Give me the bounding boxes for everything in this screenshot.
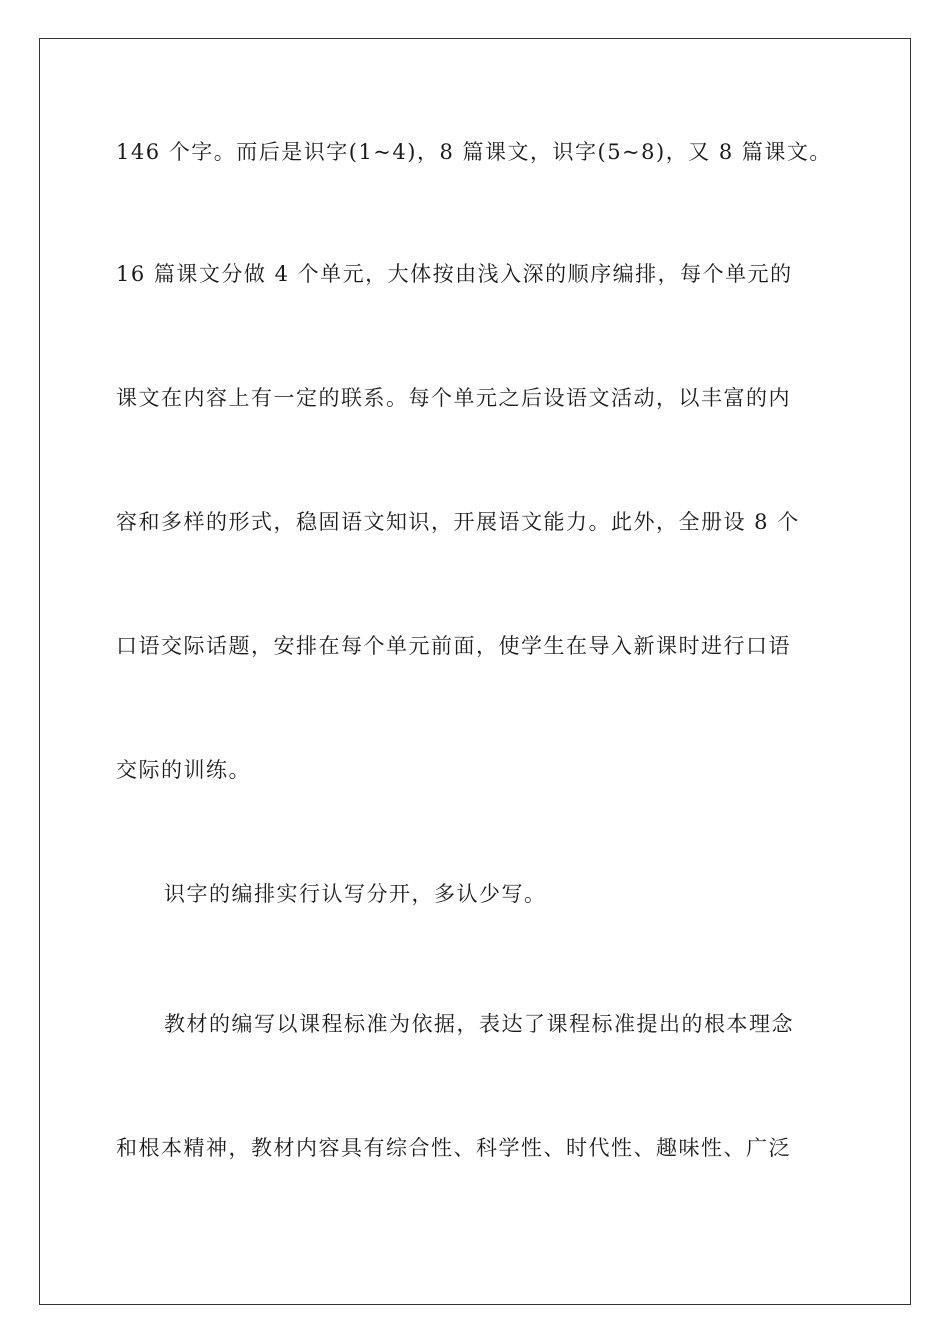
page-border <box>39 38 911 1305</box>
text-line-9: 和根本精神，教材内容具有综合性、科学性、时代性、趣味性、广泛 <box>116 1136 791 1160</box>
text-line-1: 146 个字。而后是识字(1~4)，8 篇课文，识字(5~8)，又 8 篇课文。 <box>116 140 832 164</box>
text-line-4: 容和多样的形式，稳固语文知识，开展语文能力。此外，全册设 8 个 <box>116 510 800 534</box>
text-line-6: 交际的训练。 <box>116 758 251 782</box>
text-line-2: 16 篇课文分做 4 个单元，大体按由浅入深的顺序编排，每个单元的 <box>116 262 793 286</box>
paragraph-indented-1: 识字的编排实行认写分开，多认少写。 <box>164 882 547 906</box>
text-line-5: 口语交际话题，安排在每个单元前面，使学生在导入新课时进行口语 <box>116 634 791 658</box>
paragraph-indented-2: 教材的编写以课程标准为依据，表达了课程标准提出的根本理念 <box>164 1012 794 1036</box>
text-line-3: 课文在内容上有一定的联系。每个单元之后设语文活动，以丰富的内 <box>116 386 791 410</box>
